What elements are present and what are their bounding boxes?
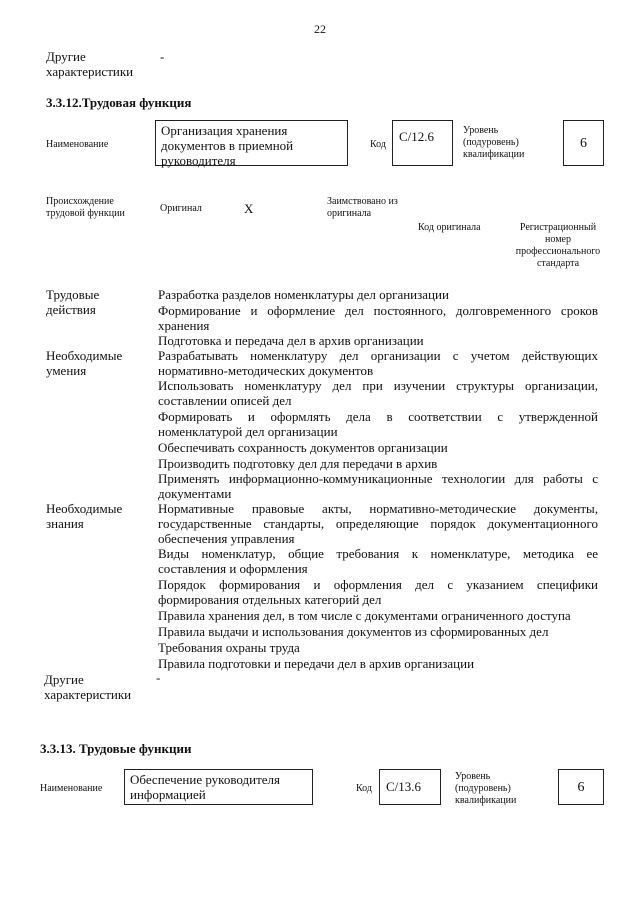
reg-number-label: Регистрационный номер профессионального стандарта [515,222,601,269]
knowledge-item: Правила хранения дел, в том числе с документами ограниченного доступа [158,608,571,623]
level-value-box: 6 [563,120,604,166]
other-label: Другие характеристики [44,672,132,702]
skills-item: Производить подготовку дел для передачи в архив [158,456,438,471]
level-label: Уровень (подуровень) квалификации [463,125,525,160]
code-original-label: Код оригинала [418,222,481,233]
original-label: Оригинал [160,203,202,214]
actions-item: Формирование и оформление дел постоянного, долговременного сроков хранения [158,303,598,333]
knowledge-item: Правила выдачи и использования документов из сформированных дел [158,624,549,639]
code-value-box: С/12.6 [392,120,453,166]
level-label: Уровень (подуровень) квалификации [455,771,517,806]
skills-item: Использовать номенклатуру дел при изучении структуры организации, составлении описей дел [158,378,598,408]
code-label: Код [370,139,386,150]
knowledge-item: Нормативные правовые акты, нормативно-методические документы, государственные стандарты, определяющие порядок документационного обеспечения управления [158,501,598,546]
code-value-box: С/13.6 [379,769,441,805]
page-number: 22 [314,22,326,36]
skills-item: Разрабатывать номенклатуру дел организации с учетом действующих нормативно-методических документов [158,348,598,378]
section-heading-3-3-12: 3.3.12.Трудовая функция [46,95,192,110]
knowledge-item: Правила подготовки и передачи дел в архив организации [158,656,475,671]
knowledge-item: Требования охраны труда [158,640,300,655]
skills-item: Формировать и оформлять дела в соответствии с утвержденной номенклатурой дел организации [158,409,598,439]
code-label: Код [356,783,372,794]
original-mark: X [244,201,254,216]
borrowed-label: Заимствовано из оригинала [327,196,398,219]
knowledge-label: Необходимые знания [46,501,123,531]
name-label: Наименование [40,783,103,794]
actions-item: Подготовка и передача дел в архив организации [158,333,424,348]
skills-label: Необходимые умения [46,348,123,378]
skills-item: Применять информационно-коммуникационные технологии для работы с документами [158,471,598,501]
actions-label: Трудовые действия [46,287,100,317]
knowledge-item: Порядок формирования и оформления дел с указанием специфики формирования отдельных категорий дел [158,577,598,607]
function-name-box: Обеспечение руководителя информацией [124,769,313,805]
skills-item: Обеспечивать сохранность документов организации [158,440,448,455]
name-label: Наименование [46,139,109,150]
origin-label: Происхождение трудовой функции [46,196,125,219]
function-name-box: Организация хранения документов в приемной руководителя [155,120,348,166]
other-value: - [156,670,161,685]
section-heading-3-3-13: 3.3.13. Трудовые функции [40,741,192,756]
actions-item: Разработка разделов номенклатуры дел организации [158,287,449,302]
knowledge-item: Виды номенклатур, общие требования к номенклатуре, методика ее составления и оформления [158,546,598,576]
top-other-label: Другие характеристики [46,49,134,79]
level-value-box: 6 [558,769,604,805]
top-other-value: - [160,49,165,64]
